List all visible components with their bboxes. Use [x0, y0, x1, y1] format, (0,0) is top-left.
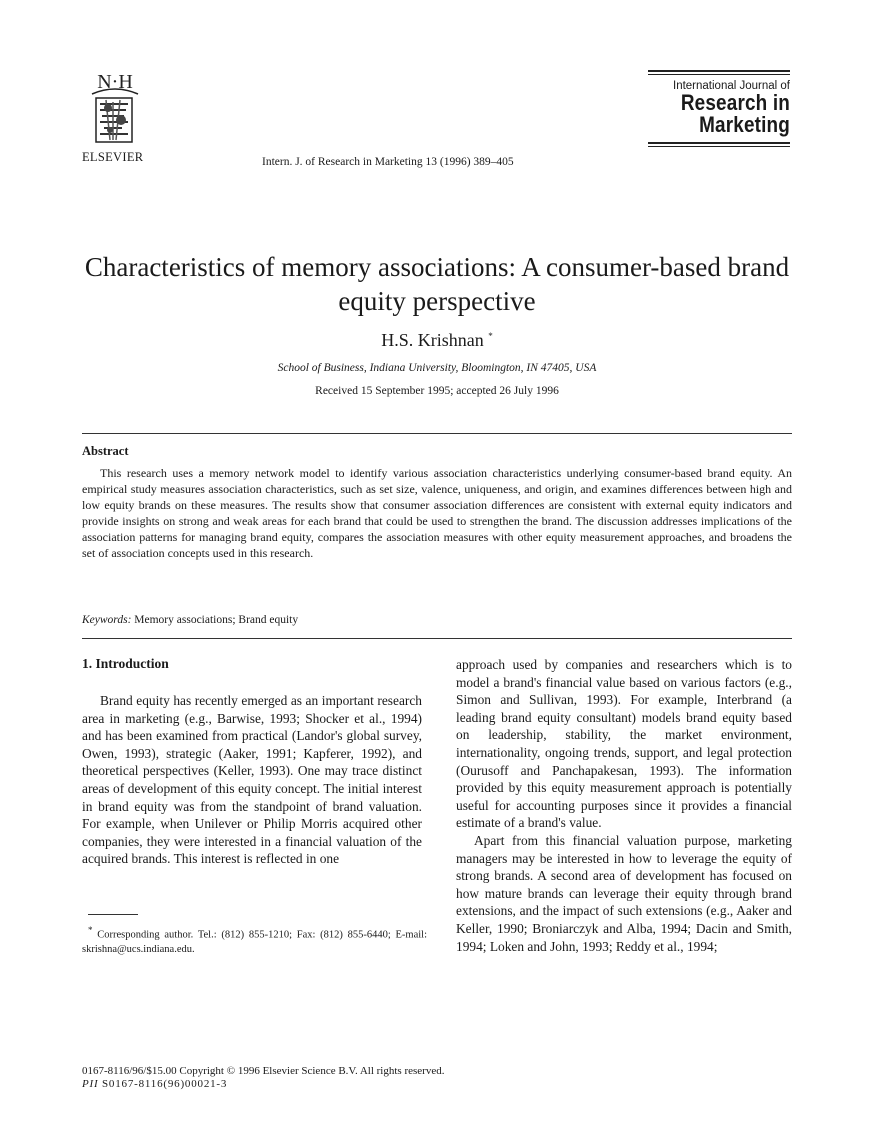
pii-value: S0167-8116(96)00021-3: [102, 1078, 228, 1090]
intro-paragraph-2: approach used by companies and researchers which is to model a brand's financial value based on various factors (e.g., Simon and Sullivan, 1993). For example, Interbrand (a leading brand equity consultant) models brand equity based on leadership, stability, the market environment, internationality, ongoing trends, support, and legal protection (Ourusoff and Panchapakesan, 1993). The information provided by this equity measurement approach is potentially useful for accounting purposes since it provides a financial estimate of a brand's value.: [456, 657, 792, 831]
publisher-logo: [86, 70, 144, 150]
abstract-heading: Abstract: [82, 444, 129, 458]
elsevier-tree-icon: [86, 70, 144, 150]
abstract-text: This research uses a memory network model to identify various association characteristics underlying consumer-based brand equity. An empirical study measures association characteristics, such as set size, valence, uniqueness, and origin, and examines differences between high and low equity brands on these measures. The results show that consumer association differences are consistent with external equity indicators and provide insights on strong and weak areas for each brand that could be used to strengthen the brand. The discussion addresses implications of the association patterns for managing brand equity, compares the association measures with other equity measurement approaches, and broadens the set of association concepts used in this research.: [82, 466, 792, 560]
footnote-text: Corresponding author. Tel.: (812) 855-1210; Fax: (812) 855-6440; E-mail: skrishna@ucs.indiana.edu.: [82, 929, 428, 955]
footnote-rule: [88, 914, 138, 915]
pii-label: PII: [82, 1078, 99, 1090]
journal-name-line2: Marketing: [699, 112, 790, 137]
journal-name-small: International Journal of: [673, 80, 790, 92]
article-title-line1: Characteristics of memory associations: A consumer-based brand: [84, 252, 790, 282]
section-heading: 1. Introduction: [82, 656, 169, 671]
pii-line: [82, 1078, 227, 1090]
left-column: [82, 656, 422, 868]
received-dates: Received 15 September 1995; accepted 26 July 1996: [315, 385, 559, 397]
article-title: [0, 250, 874, 318]
footnote: [82, 923, 427, 957]
masthead-rule-bottom-thin: [648, 146, 790, 147]
author-affiliation: School of Business, Indiana University, Bloomington, IN 47405, USA: [277, 362, 597, 374]
author-footnote-mark: *: [488, 331, 493, 341]
abstract-rule-top: [82, 433, 792, 434]
copyright-line: 0167-8116/96/$15.00 Copyright © 1996 Elsevier Science B.V. All rights reserved.: [82, 1065, 445, 1077]
masthead-rule-top: [648, 70, 790, 72]
journal-citation: Intern. J. of Research in Marketing 13 (1996) 389–405: [262, 156, 514, 168]
author-name: H.S. Krishnan: [381, 330, 484, 350]
publisher-name: ELSEVIER: [82, 150, 144, 164]
keywords-label: Keywords:: [82, 614, 132, 626]
intro-paragraph-1: Brand equity has recently emerged as an important research area in marketing (e.g., Barwise, 1993; Shocker et al., 1994) and has been examined from practical (Landor's global survey, Owen, 1993), strategic (Aaker, 1991; Kapferer, 1992), and theoretical perspectives (Keller, 1993). One may trace distinct areas of development of this equity concept. The initial interest in brand equity was from the standpoint of brand valuation. For example, when Unilever or Philip Morris acquired other companies, they were interested in a financial valuation of the acquired brands. This interest is reflected in one: [82, 693, 422, 867]
author-line: [0, 330, 874, 351]
abstract-rule-bottom: [82, 638, 792, 639]
journal-masthead: [648, 70, 790, 147]
journal-name-line1: Research in: [680, 90, 790, 115]
keywords-value: Memory associations; Brand equity: [134, 614, 299, 626]
intro-paragraph-3: Apart from this financial valuation purpose, marketing managers may be interested in how to leverage the equity of strong brands. A second area of development has focused on how mature brands can leverage their equity through brand extensions, and the impact of such extensions (e.g., Aaker and Keller, 1990; Broniarczyk and Alba, 1994; Dacin and Smith, 1994; Loken and John, 1993; Reddy et al., 1994;: [456, 832, 792, 954]
logo-text: N·H: [97, 71, 133, 93]
masthead-rule-bottom: [648, 142, 790, 144]
right-column: [456, 656, 792, 955]
footnote-mark: *: [88, 925, 93, 935]
masthead-rule-top-thin: [648, 74, 790, 75]
keywords-line: [82, 614, 298, 626]
article-title-line2: equity perspective: [338, 286, 536, 316]
